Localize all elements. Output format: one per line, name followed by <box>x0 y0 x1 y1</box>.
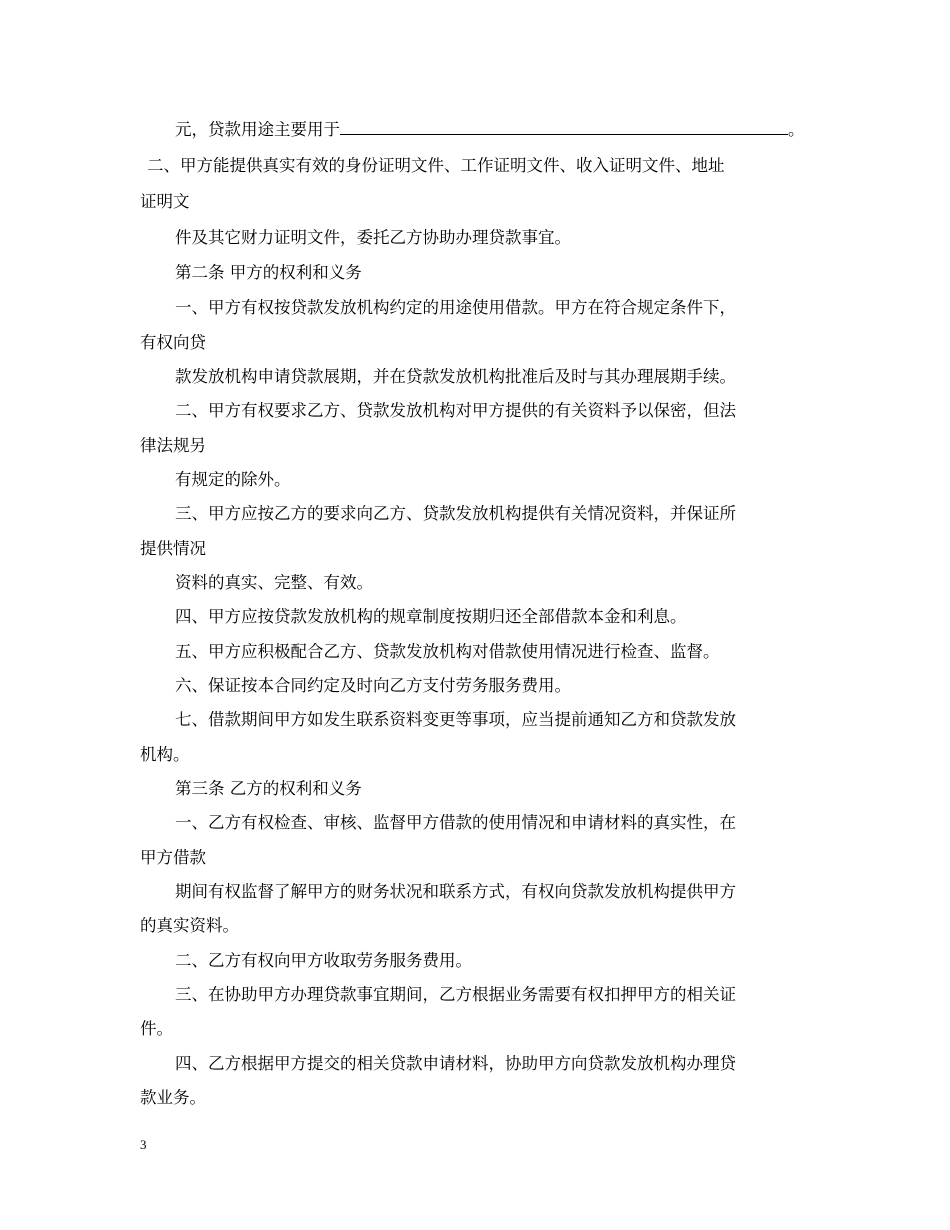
paragraph-line: 款发放机构申请贷款展期，并在贷款发放机构批准后及时与其办理展期手续。 <box>175 367 736 386</box>
paragraph-line: 六、保证按本合同约定及时向乙方支付劳务服务费用。 <box>175 676 571 695</box>
paragraph-line <box>175 119 805 141</box>
paragraph-line: 一、乙方有权检查、审核、监督甲方借款的使用情况和申请材料的真实性，在 <box>175 813 736 832</box>
paragraph-line: 一、甲方有权按贷款发放机构约定的用途使用借款。甲方在符合规定条件下， <box>175 298 736 317</box>
paragraph-line: 二、甲方有权要求乙方、贷款发放机构对甲方提供的有关资料予以保密，但法 <box>175 401 736 420</box>
paragraph-line: 三、在协助甲方办理贷款事宜期间，乙方根据业务需要有权扣押甲方的相关证 <box>175 985 736 1004</box>
page-number: 3 <box>140 1137 147 1152</box>
paragraph-line: 有权向贷 <box>140 333 206 352</box>
section-heading: 第三条 乙方的权利和义务 <box>175 779 362 798</box>
paragraph-line: 甲方借款 <box>140 848 206 867</box>
paragraph-line: 提供情况 <box>140 539 206 558</box>
paragraph-line: 二、乙方有权向甲方收取劳务服务费用。 <box>175 951 472 970</box>
paragraph-line: 资料的真实、完整、有效。 <box>175 573 373 592</box>
paragraph-line: 的真实资料。 <box>140 916 239 935</box>
paragraph-line: 证明文 <box>140 192 190 211</box>
paragraph-line: 三、甲方应按乙方的要求向乙方、贷款发放机构提供有关情况资料，并保证所 <box>175 504 736 523</box>
paragraph-line: 件。 <box>140 1019 173 1038</box>
line-text: 元，贷款用途主要用于 <box>175 120 340 139</box>
paragraph-line: 四、乙方根据甲方提交的相关贷款申请材料，协助甲方向贷款发放机构办理贷 <box>175 1054 736 1073</box>
fill-in-blank <box>340 120 788 135</box>
paragraph-line: 五、甲方应积极配合乙方、贷款发放机构对借款使用情况进行检查、监督。 <box>175 642 720 661</box>
paragraph-line: 律法规另 <box>140 436 206 455</box>
paragraph-line: 二、甲方能提供真实有效的身份证明文件、工作证明文件、收入证明文件、地址 <box>147 156 725 175</box>
paragraph-line: 期间有权监督了解甲方的财务状况和联系方式，有权向贷款发放机构提供甲方 <box>175 882 736 901</box>
line-text: 。 <box>788 120 805 139</box>
section-heading: 第二条 甲方的权利和义务 <box>175 263 362 282</box>
paragraph-line: 四、甲方应按贷款发放机构的规章制度按期归还全部借款本金和利息。 <box>175 607 687 626</box>
paragraph-line: 件及其它财力证明文件，委托乙方协助办理贷款事宜。 <box>175 228 571 247</box>
paragraph-line: 机构。 <box>140 745 190 764</box>
paragraph-line: 有规定的除外。 <box>175 470 291 489</box>
paragraph-line: 七、借款期间甲方如发生联系资料变更等事项，应当提前通知乙方和贷款发放 <box>175 710 736 729</box>
paragraph-line: 款业务。 <box>140 1088 206 1107</box>
